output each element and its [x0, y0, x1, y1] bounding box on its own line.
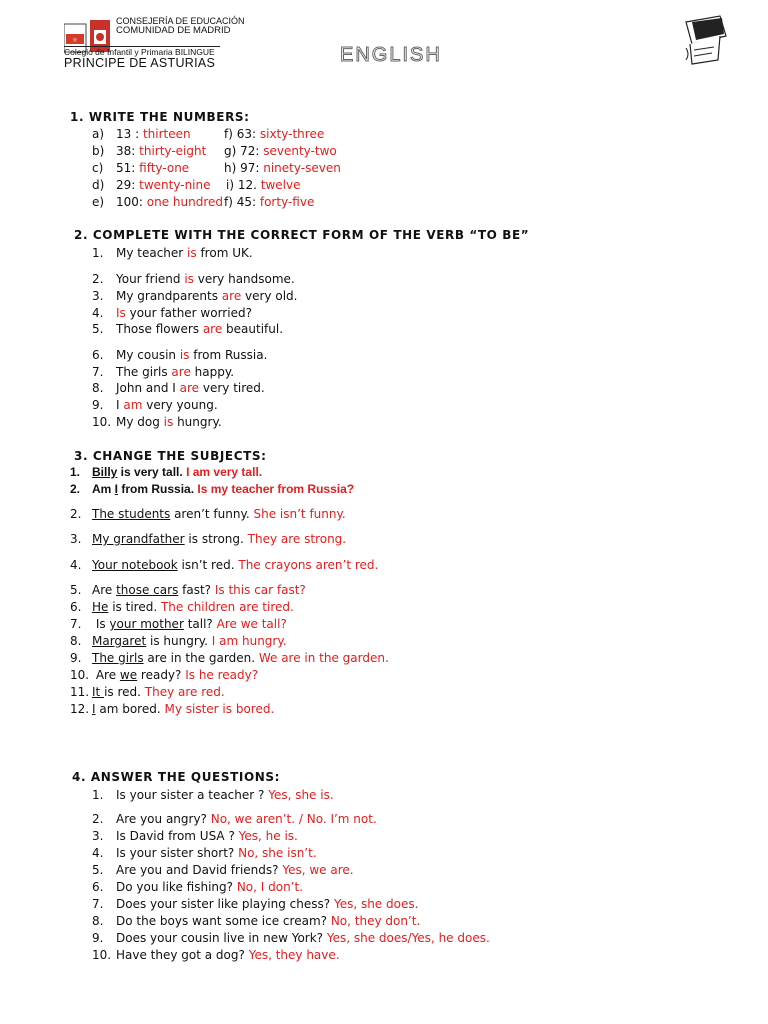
item-label: b) [92, 144, 105, 158]
verb-answer: are [179, 381, 200, 395]
sentence-suffix: ready? [137, 668, 186, 682]
number-answer: forty-five [259, 195, 315, 209]
subject-answer: They are strong. [247, 532, 347, 546]
subject-item [70, 685, 225, 699]
subject-answer: The children are tired. [160, 600, 294, 614]
sentence-end: from Russia. [189, 348, 268, 362]
question-answer: No, I don’t. [236, 880, 304, 894]
item-number: 2. [70, 507, 82, 521]
sentence-end: very handsome. [193, 272, 295, 286]
verb-answer: is [184, 272, 194, 286]
number-answer: sixty-three [259, 127, 325, 141]
number-answer: seventy-two [263, 144, 337, 158]
sentence-prefix: Is [92, 617, 110, 631]
subject-item [70, 617, 287, 631]
question-text: Is your sister a teacher ? [116, 788, 269, 802]
underlined-subject: My grandfather [92, 532, 185, 546]
subject-item [70, 482, 354, 496]
question-text: Is your sister short? [116, 846, 239, 860]
question-text: Do the boys want some ice cream? [116, 914, 331, 928]
question-item [92, 788, 334, 802]
number-row-right [224, 161, 341, 175]
number-prompt: g) 72: [224, 144, 264, 158]
verb-answer: is [187, 246, 197, 260]
header-line-2: COMUNIDAD DE MADRID [116, 25, 231, 36]
sentence-end: very young. [142, 398, 218, 412]
item-number: 6. [92, 348, 104, 362]
subject-item [70, 465, 262, 479]
sentence-suffix: tall? [183, 617, 217, 631]
question-item [92, 931, 490, 945]
item-number: 9. [92, 398, 104, 412]
item-number: 2. [70, 482, 81, 496]
item-number: 10. [92, 948, 112, 962]
underlined-subject: those cars [116, 583, 179, 597]
number-answer: twelve [260, 178, 301, 192]
question-text: Does your sister like playing chess? [116, 897, 334, 911]
item-number: 4. [92, 846, 104, 860]
verb-item [92, 246, 253, 260]
section-4-heading: 4. ANSWER THE QUESTIONS: [72, 770, 281, 784]
item-number: 10. [70, 668, 90, 682]
item-number: 4. [70, 558, 82, 572]
subject-answer: Is this car fast? [214, 583, 306, 597]
subject-answer: I am very tall. [186, 465, 263, 479]
item-label: c) [92, 161, 104, 175]
item-number: 1. [92, 246, 104, 260]
question-text: Do you like fishing? [116, 880, 237, 894]
question-item [92, 948, 340, 962]
subject-item [70, 532, 346, 546]
sentence-suffix: fast? [178, 583, 215, 597]
number-prompt: f) 45: [224, 195, 260, 209]
sentence-start: My cousin [116, 348, 180, 362]
sentence-end: very old. [241, 289, 298, 303]
item-number: 2. [92, 272, 104, 286]
verb-item [92, 272, 295, 286]
number-prompt: 13 : [116, 127, 143, 141]
subject-answer: We are in the garden. [258, 651, 389, 665]
number-row-right [224, 195, 314, 209]
sentence-suffix: am bored. [95, 702, 165, 716]
subject-answer: They are red. [144, 685, 225, 699]
item-number: 6. [70, 600, 82, 614]
number-prompt: 51: [116, 161, 140, 175]
number-row-right [224, 127, 324, 141]
number-row [92, 178, 211, 192]
sentence-suffix: isn’t red. [177, 558, 239, 572]
item-number: 3. [92, 829, 104, 843]
verb-answer: are [171, 365, 191, 379]
sentence-suffix: is red. [104, 685, 145, 699]
subject-answer: My sister is bored. [164, 702, 275, 716]
item-number: 3. [92, 289, 104, 303]
underlined-subject: He [92, 600, 109, 614]
underlined-subject: Billy [92, 465, 118, 479]
subject-item [70, 651, 389, 665]
verb-item [92, 306, 252, 320]
sentence-start: The girls [116, 365, 172, 379]
number-prompt: 100: [116, 195, 147, 209]
sentence-end: beautiful. [222, 322, 284, 336]
sentence-end: happy. [190, 365, 235, 379]
sentence-suffix: from Russia. [118, 482, 198, 496]
item-number: 8. [92, 381, 104, 395]
question-answer: Yes, we are. [282, 863, 354, 877]
sentence-suffix: is hungry. [146, 634, 212, 648]
item-number: 10. [92, 415, 112, 429]
item-number: 12. [70, 702, 90, 716]
verb-answer: is [163, 415, 174, 429]
subject-item [70, 507, 346, 521]
question-answer: Yes, she does/Yes, he does. [326, 931, 490, 945]
number-answer: ninety-seven [263, 161, 341, 175]
verb-answer: Is [116, 306, 126, 320]
school-name: PRINCIPE DE ASTURIAS [64, 56, 216, 70]
item-label: a) [92, 127, 105, 141]
question-item [92, 897, 418, 911]
verb-item [92, 398, 218, 412]
underlined-subject: Your notebook [92, 558, 178, 572]
question-text: Are you and David friends? [116, 863, 283, 877]
question-text: Have they got a dog? [116, 948, 249, 962]
sentence-start: My grandparents [116, 289, 222, 303]
item-number: 1. [92, 788, 104, 802]
number-row [92, 161, 189, 175]
number-prompt: i) 12. [226, 178, 261, 192]
item-number: 1. [70, 465, 81, 479]
question-item [92, 863, 354, 877]
item-number: 8. [92, 914, 104, 928]
verb-item [92, 365, 234, 379]
verb-item [92, 289, 297, 303]
question-answer: Yes, they have. [248, 948, 340, 962]
sentence-start: Your friend [116, 272, 185, 286]
sentence-prefix: Are [92, 668, 120, 682]
graduation-cap-icon [680, 14, 730, 68]
subject-title: ENGLISH [340, 44, 442, 66]
sentence-end: from UK. [196, 246, 253, 260]
sentence-start: I [116, 398, 124, 412]
underlined-subject: Margaret [92, 634, 147, 648]
number-prompt: 29: [116, 178, 140, 192]
underlined-subject: The girls [92, 651, 144, 665]
subject-item [70, 702, 274, 716]
subject-answer: Are we tall? [216, 617, 287, 631]
header-line-1: CONSEJERÍA DE EDUCACIÓN [116, 16, 245, 26]
sentence-suffix: aren’t funny. [170, 507, 254, 521]
section-2-heading: 2. COMPLETE WITH THE CORRECT FORM OF THE VERB “TO BE” [74, 228, 530, 242]
subject-answer: She isn’t funny. [253, 507, 346, 521]
verb-answer: is [179, 348, 190, 362]
underlined-subject: we [119, 668, 138, 682]
sentence-start: My dog [116, 415, 164, 429]
number-row [92, 127, 191, 141]
question-answer: Yes, he is. [238, 829, 298, 843]
question-answer: No, she isn’t. [238, 846, 317, 860]
question-answer: No, we aren’t. / No. I’m not. [210, 812, 377, 826]
underlined-subject: The students [92, 507, 171, 521]
sentence-suffix: are in the garden. [143, 651, 259, 665]
header-line-3: Colegio de Infantil y Primaria BILINGUE [64, 47, 215, 57]
question-text: Does your cousin live in new York? [116, 931, 327, 945]
item-number: 11. [70, 685, 90, 699]
question-answer: Yes, she is. [268, 788, 334, 802]
item-number: 7. [92, 897, 104, 911]
section-1-heading: 1. WRITE THE NUMBERS: [70, 110, 250, 124]
number-prompt: h) 97: [224, 161, 264, 175]
sentence-start: My teacher [116, 246, 188, 260]
item-number: 9. [70, 651, 82, 665]
item-number: 5. [92, 863, 104, 877]
number-answer: one hundred [146, 195, 224, 209]
number-row [92, 144, 206, 158]
sentence-start: Those flowers [116, 322, 203, 336]
verb-answer: are [202, 322, 223, 336]
question-text: Is David from USA ? [116, 829, 239, 843]
question-item [92, 829, 298, 843]
subject-item [70, 668, 258, 682]
subject-answer: The crayons aren’t red. [238, 558, 379, 572]
sentence-prefix: Are [92, 583, 117, 597]
verb-answer: are [221, 289, 242, 303]
number-row [92, 195, 223, 209]
item-number: 5. [92, 322, 104, 336]
sentence-start: John and I [116, 381, 180, 395]
verb-item [92, 381, 265, 395]
question-answer: No, they don’t. [330, 914, 421, 928]
item-number: 9. [92, 931, 104, 945]
question-text: Are you angry? [116, 812, 211, 826]
subject-answer: Is he ready? [185, 668, 259, 682]
question-item [92, 846, 317, 860]
subject-item [70, 600, 294, 614]
underlined-subject: I [114, 482, 119, 496]
verb-answer: am [123, 398, 143, 412]
number-answer: twenty-nine [139, 178, 211, 192]
subject-answer: Is my teacher from Russia? [197, 482, 355, 496]
item-number: 4. [92, 306, 104, 320]
question-item [92, 914, 420, 928]
question-answer: Yes, she does. [333, 897, 419, 911]
item-number: 6. [92, 880, 104, 894]
item-number: 3. [70, 532, 82, 546]
sentence-suffix: is tired. [108, 600, 161, 614]
question-item [92, 880, 303, 894]
sentence-end: hungry. [173, 415, 222, 429]
item-number: 2. [92, 812, 104, 826]
item-number: 7. [92, 365, 104, 379]
subject-answer: I am hungry. [211, 634, 287, 648]
verb-item [92, 415, 222, 429]
number-answer: thirteen [142, 127, 191, 141]
number-answer: thirty-eight [139, 144, 207, 158]
item-number: 5. [70, 583, 82, 597]
subject-item [70, 558, 378, 572]
svg-text:☼: ☼ [72, 37, 78, 44]
sentence-end: very tired. [199, 381, 265, 395]
sentence-suffix: is strong. [184, 532, 248, 546]
number-prompt: f) 63: [224, 127, 260, 141]
item-number: 7. [70, 617, 82, 631]
number-row-right [224, 144, 337, 158]
verb-item [92, 348, 267, 362]
item-label: e) [92, 195, 105, 209]
question-item [92, 812, 377, 826]
underlined-subject: I [92, 702, 96, 716]
number-prompt: 38: [116, 144, 140, 158]
verb-item [92, 322, 283, 336]
sentence-suffix: is very tall. [117, 465, 187, 479]
section-3-heading: 3. CHANGE THE SUBJECTS: [74, 449, 267, 463]
sentence-prefix: Am [92, 482, 115, 496]
item-number: 8. [70, 634, 82, 648]
sentence-end: your father worried? [125, 306, 252, 320]
header-institution [116, 16, 245, 36]
item-label: d) [92, 178, 105, 192]
number-answer: fifty-one [139, 161, 190, 175]
subject-item [70, 634, 287, 648]
number-row-right [226, 178, 300, 192]
subject-item [70, 583, 306, 597]
underlined-subject: your mother [109, 617, 184, 631]
underlined-subject: It [92, 685, 105, 699]
